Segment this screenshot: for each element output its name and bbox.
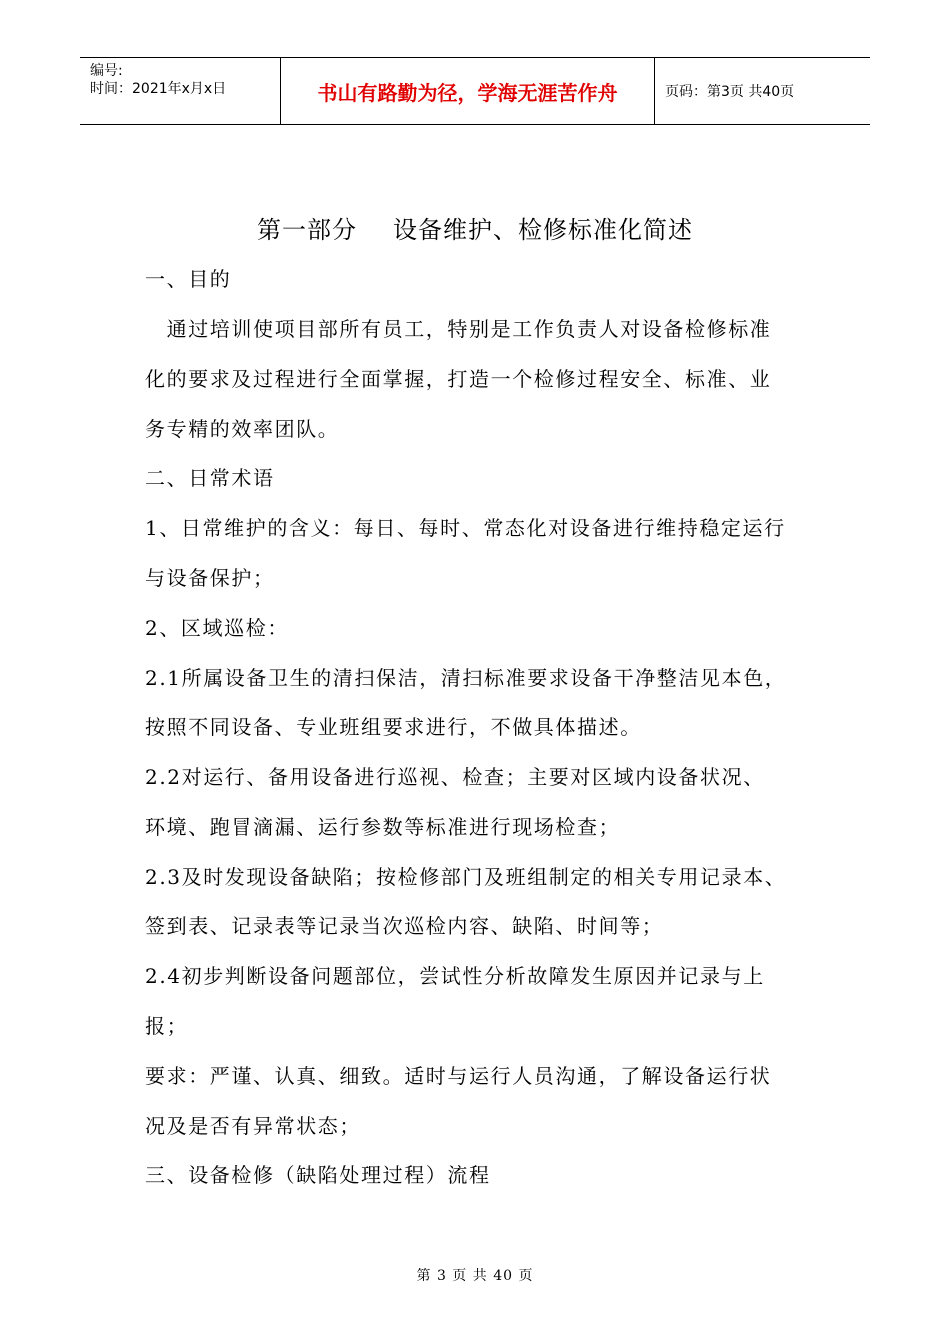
title-text: 设备维护、检修标准化简述 (393, 216, 693, 244)
body-line: 环境、跑冒滴漏、运行参数等标准进行现场检查； (145, 815, 621, 839)
body-line: 1、日常维护的含义：每日、每时、常态化对设备进行维持稳定运行 (145, 516, 786, 540)
body-line: 二、日常术语 (145, 466, 275, 490)
document-number-label: 编号: (90, 63, 123, 79)
body-line: 务专精的效率团队。 (145, 417, 340, 441)
body-line: 2、区域巡检： (145, 616, 289, 640)
body-line: 与设备保护； (145, 566, 275, 590)
section-title (0, 210, 950, 250)
body-line: 按照不同设备、专业班组要求进行，不做具体描述。 (145, 715, 642, 739)
body-line: 一、目的 (145, 267, 232, 291)
body-line: 签到表、记录表等记录当次巡检内容、缺陷、时间等； (145, 914, 664, 938)
body-line: 三、设备检修（缺陷处理过程）流程 (145, 1163, 491, 1187)
body-line: 2.2对运行、备用设备进行巡视、检查；主要对区域内设备状况、 (145, 765, 765, 789)
body-line: 2.3及时发现设备缺陷；按检修部门及班组制定的相关专用记录本、 (145, 865, 787, 889)
header-page-number: 页码：第3页 共40页 (665, 84, 795, 100)
body-line: 况及是否有异常状态； (145, 1114, 361, 1138)
document-time-label: 时间：2021年x月x日 (90, 81, 227, 97)
body-line: 要求：严谨、认真、细致。适时与运行人员沟通，了解设备运行状 (145, 1064, 772, 1088)
header-left-cell (80, 58, 281, 124)
page-header (80, 57, 870, 125)
body-line: 化的要求及过程进行全面掌握，打造一个检修过程安全、标准、业 (145, 367, 772, 391)
page-footer: 第 3 页 共 40 页 (416, 1268, 534, 1284)
header-motto: 书山有路勤为径，学海无涯苦作舟 (281, 58, 655, 124)
body-line: 2.1所属设备卫生的清扫保洁，清扫标准要求设备干净整洁见本色， (145, 666, 787, 690)
title-part: 第一部分 (257, 216, 357, 244)
body-line: 2.4初步判断设备问题部位，尝试性分析故障发生原因并记录与上 (145, 964, 765, 988)
body-line: 通过培训使项目部所有员工，特别是工作负责人对设备检修标准 (145, 317, 772, 341)
body-line: 报； (145, 1014, 189, 1038)
